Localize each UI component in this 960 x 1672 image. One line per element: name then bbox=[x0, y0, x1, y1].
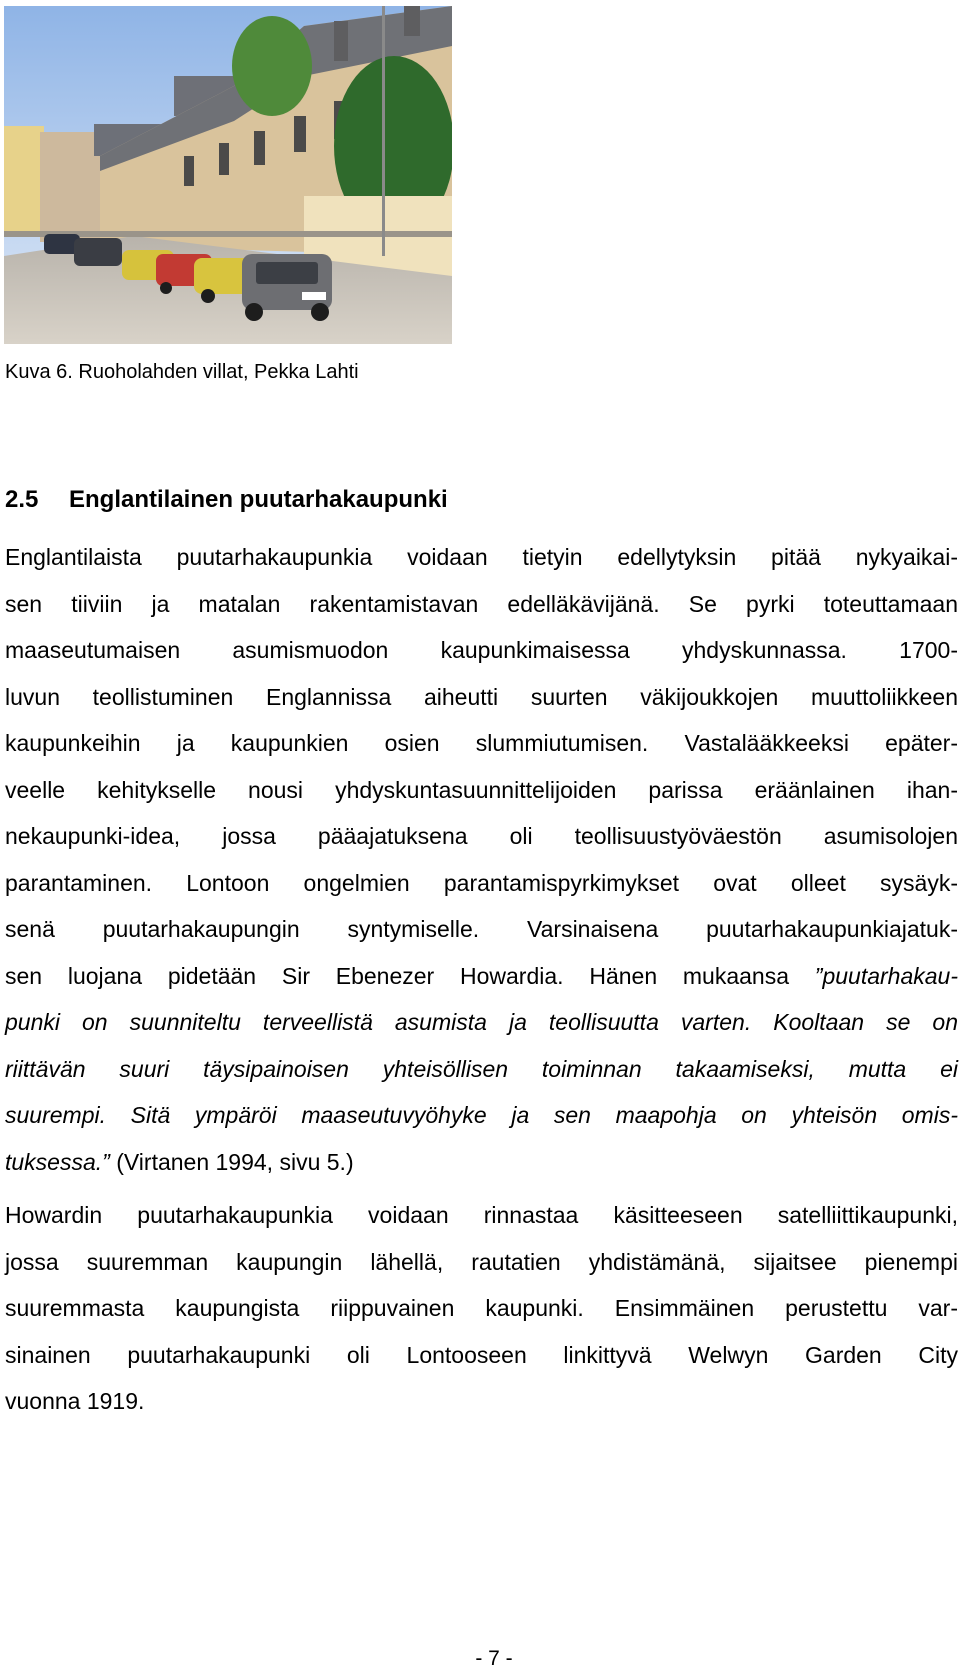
text-line: suuremmasta kaupungista riippuvainen kaupunki. Ensimmäinen perustettu var- bbox=[5, 1295, 958, 1321]
quote-text: punki on suunniteltu terveellistä asumista ja teollisuutta varten. Kooltaan se on bbox=[5, 1009, 958, 1035]
text-line: sinainen puutarhakaupunki oli Lontooseen linkittyvä Welwyn Garden City bbox=[5, 1341, 958, 1368]
section-number: 2.5 bbox=[5, 486, 39, 513]
quote-text: riittävän suuri täysipainoisen yhteisöllisen toiminnan takaamiseksi, mutta ei bbox=[5, 1055, 958, 1082]
text-line bbox=[5, 999, 958, 1046]
text-line bbox=[5, 1092, 958, 1139]
text-line: sen tiiviin ja matalan rakentamistavan edelläkävijänä. Se pyrki toteuttamaan bbox=[5, 590, 958, 617]
figure-caption: Kuva 6. Ruoholahden villat, Pekka Lahti bbox=[5, 361, 359, 383]
paragraph-2 bbox=[5, 1192, 958, 1425]
text-line: kaupunkeihin ja kaupunkien osien slummiutumisen. Vastalääkkeeksi epäter- bbox=[5, 730, 958, 756]
section-title: Englantilainen puutarhakaupunki bbox=[69, 486, 448, 513]
text-line: veelle kehitykselle nousi yhdyskuntasuunnittelijoiden parissa eräänlainen ihan- bbox=[5, 776, 958, 803]
text-line: nekaupunki-idea, jossa pääajatuksena oli teollisuustyöväestön asumisolojen bbox=[5, 823, 958, 849]
quote-text: suurempi. Sitä ympäröi maaseutuvyöhyke ja sen maapohja on yhteisön omis- bbox=[5, 1102, 958, 1128]
text-line: parantaminen. Lontoon ongelmien parantamispyrkimykset ovat olleet sysäyk- bbox=[5, 869, 958, 896]
street-photo bbox=[4, 6, 452, 344]
text-line: vuonna 1919. bbox=[5, 1388, 145, 1414]
text-line: maaseutumaisen asumismuodon kaupunkimaisessa yhdyskunnassa. 1700- bbox=[5, 637, 958, 663]
text-line bbox=[5, 1139, 958, 1186]
text-line: senä puutarhakaupungin syntymiselle. Varsinaisena puutarhakaupunkiajatuk- bbox=[5, 916, 958, 942]
paragraph-1 bbox=[5, 534, 958, 1185]
text-line bbox=[5, 1046, 958, 1093]
quote-text: ”puutarhakau- bbox=[814, 962, 958, 989]
quote-text: tuksessa.” bbox=[5, 1148, 110, 1175]
section-heading bbox=[5, 484, 448, 516]
text-line: luvun teollistuminen Englannissa aiheutti suurten väkijoukkojen muuttoliikkeen bbox=[5, 683, 958, 710]
villa-street-illustration bbox=[4, 6, 452, 344]
text-line: Englantilaista puutarhakaupunkia voidaan tietyin edellytyksin pitää nykyaikai- bbox=[5, 544, 958, 570]
citation: (Virtanen 1994, sivu 5.) bbox=[109, 1148, 354, 1175]
text-line: jossa suuremman kaupungin lähellä, rautatien yhdistämänä, sijaitsee pienempi bbox=[5, 1248, 958, 1275]
page-number: - 7 - bbox=[475, 1647, 513, 1670]
text-line: Howardin puutarhakaupunkia voidaan rinnastaa käsitteeseen satelliittikaupunki, bbox=[5, 1202, 958, 1228]
text-line: sen luojana pidetään Sir Ebenezer Howardia. Hänen mukaansa ”puutarhakau- bbox=[5, 962, 958, 989]
